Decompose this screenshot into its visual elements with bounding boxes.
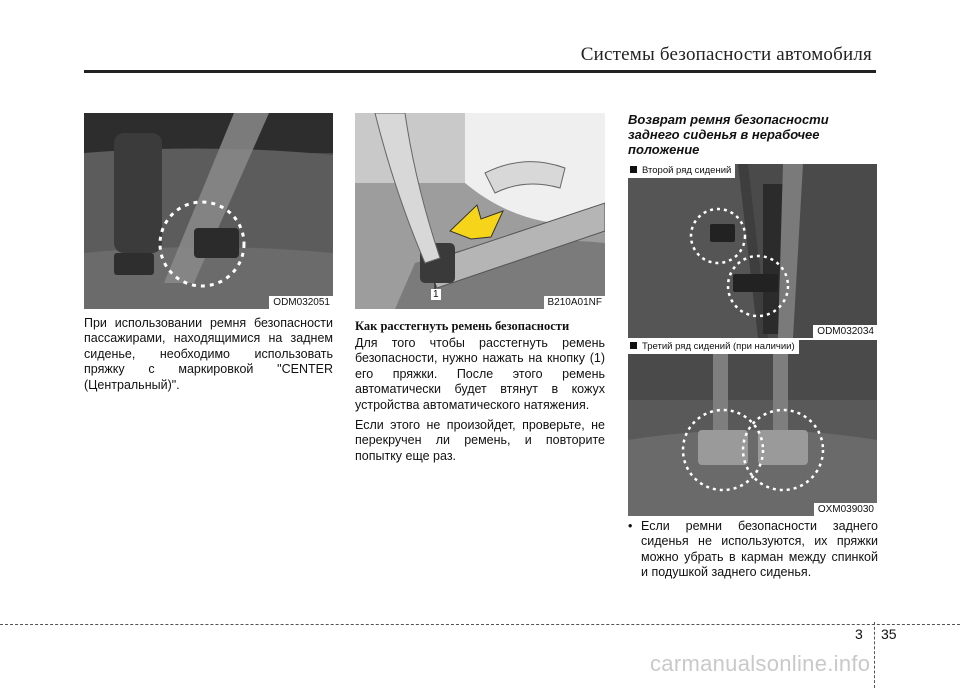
photo-code-label: ODM032051 — [269, 296, 333, 309]
photo-code-label: OXM039030 — [814, 503, 877, 516]
photo-second-row — [628, 164, 877, 338]
bullet-text: Если ремни безопасности заднего сиденья не используются, их пряжки можно убрать в карман между спинкой и подушкой заднего сиденья. — [641, 519, 878, 580]
photo-code-label: B210A01NF — [544, 296, 605, 309]
bullet-item — [628, 519, 878, 581]
photo-unbuckling — [355, 113, 605, 309]
footer-rule — [0, 624, 960, 625]
photo-tag-label: Второй ряд сидений — [628, 164, 735, 178]
footer-divider — [874, 622, 876, 688]
rear-seat-illustration — [84, 113, 333, 309]
page-number: 35 — [881, 626, 897, 642]
section-subheading: Как расстегнуть ремень безопасности — [355, 319, 570, 333]
second-row-illustration — [628, 164, 877, 338]
photo-tag-label: Третий ряд сидений (при наличии) — [628, 340, 799, 354]
paragraph: При использовании ремня безопасности пассажирами, находящимися на заднем сиденье, необходимо использовать пряжку с маркировкой "CENTER (Центральный)". — [84, 316, 333, 392]
header-rule — [84, 70, 876, 73]
column-2-text — [355, 336, 605, 469]
watermark: carmanualsonline.info — [650, 651, 871, 676]
photo-code-label: ODM032034 — [813, 325, 877, 338]
third-row-illustration — [628, 340, 877, 516]
photo-third-row — [628, 340, 877, 516]
unbuckling-illustration — [355, 113, 605, 309]
square-bullet-icon — [630, 166, 637, 173]
column-1-text — [84, 316, 333, 398]
square-bullet-icon — [630, 342, 637, 349]
bullet-dot-icon: • — [628, 519, 633, 533]
page-header-title: Системы безопасности автомобиля — [580, 44, 872, 65]
chapter-number: 3 — [855, 626, 863, 642]
callout-number: 1 — [433, 289, 439, 300]
photo-rear-seat-buckle — [84, 113, 333, 309]
paragraph: Если этого не произойдет, проверьте, не перекручен ли ремень, и повторите попытку еще раз. — [355, 418, 605, 463]
paragraph: Для того чтобы расстегнуть ремень безопасности, нужно нажать на кнопку (1) его пряжки. После этого ремень автоматически будет втянут в кожух устройства автоматического натяжения. — [355, 336, 605, 412]
section-heading: Возврат ремня безопасности заднего сиденья в нерабочее положение — [628, 112, 829, 157]
